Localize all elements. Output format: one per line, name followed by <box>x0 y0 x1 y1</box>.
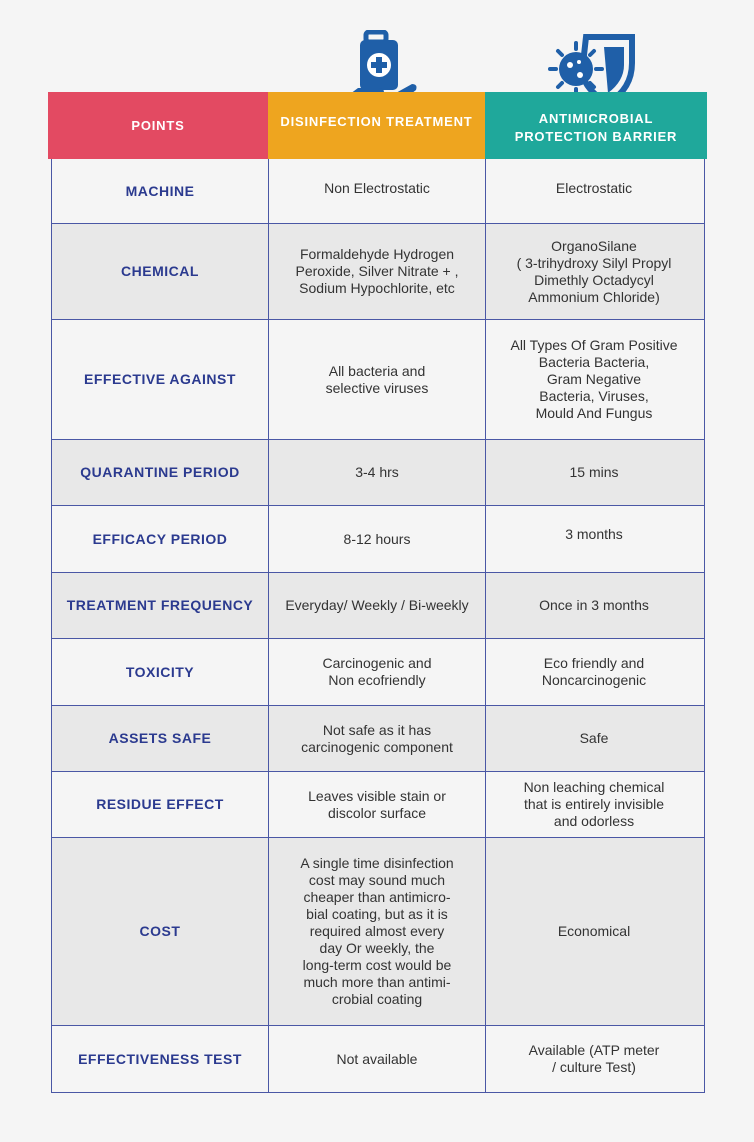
header-disinfection <box>268 92 485 159</box>
antimicrobial-value: 3 months <box>565 526 623 542</box>
header-points <box>48 92 268 159</box>
row-label: EFFECTIVENESS TEST <box>52 1026 269 1092</box>
row-label: TOXICITY <box>52 639 269 705</box>
row-label: RESIDUE EFFECT <box>52 772 269 837</box>
antimicrobial-value: All Types Of Gram Positive Bacteria Bacteria, Gram Negative Bacteria, Viruses, Mould And Fungus <box>510 337 678 421</box>
table-row <box>52 224 704 320</box>
disinfection-value: Non Electrostatic <box>269 159 486 223</box>
disinfection-value: Not safe as it has carcinogenic component <box>269 706 486 771</box>
disinfection-value: Carcinogenic and Non ecofriendly <box>269 639 486 705</box>
row-label: EFFECTIVE AGAINST <box>52 320 269 439</box>
antimicrobial-value: OrganoSilane ( 3-trihydroxy Silyl Propyl Dimethly Octadycyl Ammonium Chloride) <box>516 237 672 305</box>
table-row <box>52 440 704 506</box>
row-label: CHEMICAL <box>52 224 269 319</box>
antimicrobial-value: 15 mins <box>569 464 619 480</box>
disinfection-value: Formaldehyde Hydrogen Peroxide, Silver Nitrate + , Sodium Hypochlorite, etc <box>269 224 486 319</box>
row-label: TREATMENT FREQUENCY <box>52 573 269 638</box>
header-points-label: POINTS <box>131 117 185 133</box>
disinfection-value: Leaves visible stain or discolor surface <box>269 772 486 837</box>
antimicrobial-value: Eco friendly and Noncarcinogenic <box>541 655 647 688</box>
disinfection-value: 3-4 hrs <box>269 440 486 505</box>
row-label: COST <box>52 838 269 1025</box>
table-row <box>52 772 704 838</box>
antimicrobial-value: Electrostatic <box>555 180 633 196</box>
antimicrobial-value: Safe <box>579 730 609 746</box>
disinfection-value: All bacteria and selective viruses <box>269 320 486 439</box>
table-row <box>52 573 704 639</box>
disinfection-value: Not available <box>269 1026 486 1092</box>
comparison-table <box>51 159 705 1093</box>
disinfection-value: A single time disinfection cost may sound much cheaper than antimicro- bial coating, but as it is required almost every day Or weekly, the long-term cost would be much more than antimi- crobial coating <box>269 838 486 1025</box>
disinfection-value: 8-12 hours <box>269 506 486 572</box>
header-antimicrobial <box>485 92 707 159</box>
antimicrobial-value: Non leaching chemical that is entirely invisible and odorless <box>523 779 665 829</box>
row-label: EFFICACY PERIOD <box>52 506 269 572</box>
row-label: QUARANTINE PERIOD <box>52 440 269 505</box>
disinfection-value: Everyday/ Weekly / Bi-weekly <box>269 573 486 638</box>
antimicrobial-value: Available (ATP meter / culture Test) <box>528 1042 660 1075</box>
header-disinfection-label: DISINFECTION TREATMENT <box>280 113 473 129</box>
table-row <box>52 1026 704 1093</box>
table-row <box>52 706 704 772</box>
header-antimicrobial-label: ANTIMICROBIAL PROTECTION BARRIER <box>514 110 678 144</box>
table-row <box>52 506 704 573</box>
antimicrobial-value: Economical <box>557 923 631 939</box>
antimicrobial-value: Once in 3 months <box>539 597 649 613</box>
table-row <box>52 639 704 706</box>
table-row <box>52 838 704 1026</box>
table-row <box>52 159 704 224</box>
row-label: ASSETS SAFE <box>52 706 269 771</box>
table-row <box>52 320 704 440</box>
row-label: MACHINE <box>52 159 269 223</box>
